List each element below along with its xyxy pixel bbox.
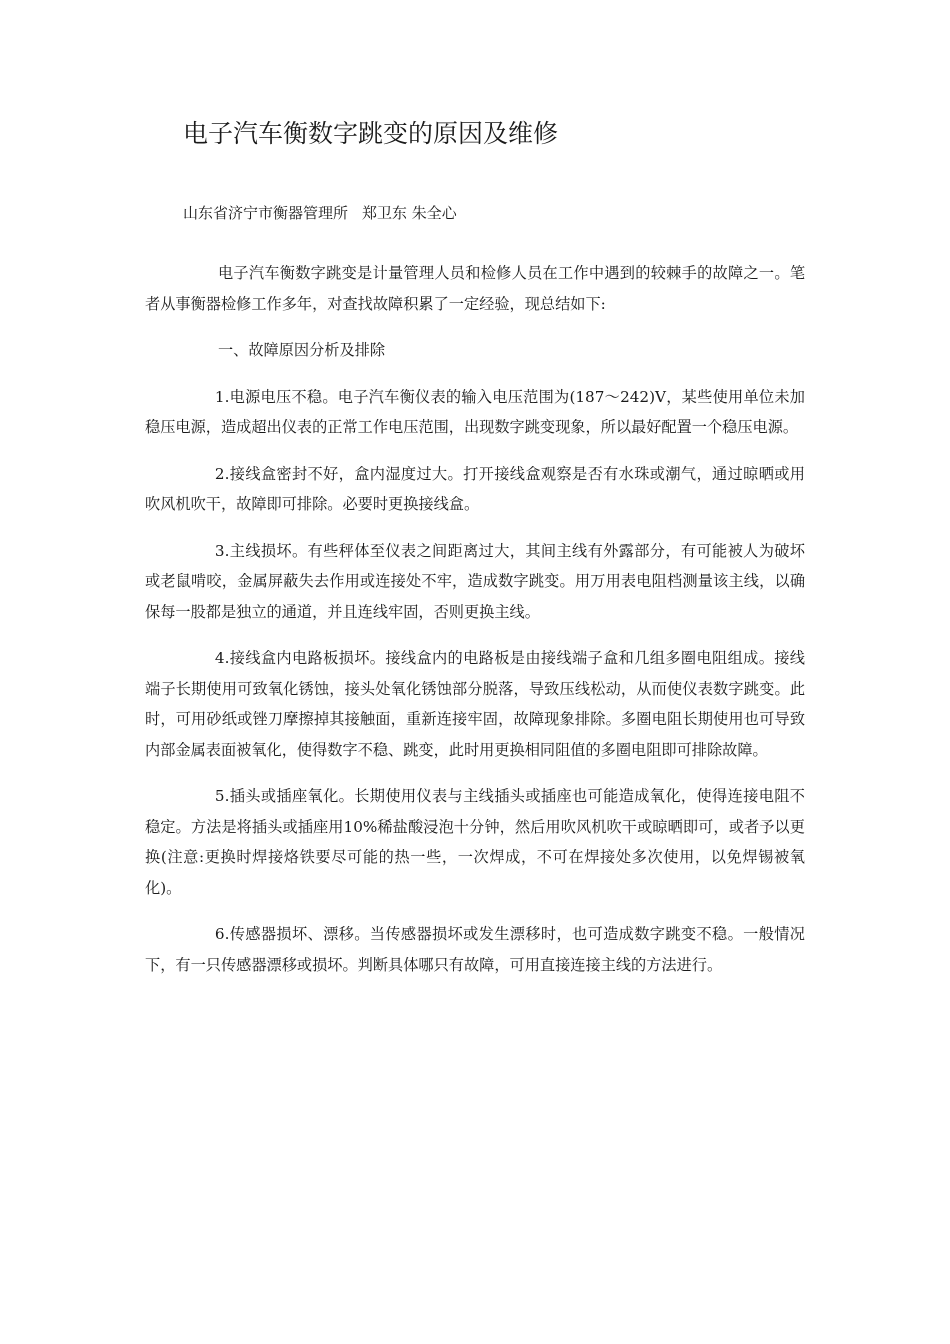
list-item: 3.主线损坏。有些秤体至仪表之间距离过大，其间主线有外露部分，有可能被人为破坏或老鼠啃咬，金属屏蔽失去作用或连接处不牢，造成数字跳变。用万用表电阻档测量该主线，以确保每一股都是独立的通道，并且连线牢固，否则更换主线。 [145,541,805,621]
list-item: 1.电源电压不稳。电子汽车衡仪表的输入电压范围为(187～242)V，某些使用单位未加稳压电源，造成超出仪表的正常工作电压范围，出现数字跳变现象，所以最好配置一个稳压电源。 [145,387,805,436]
article-body [145,258,805,996]
byline-authors: 郑卫东 朱全心 [362,204,457,222]
byline-organization: 山东省济宁市衡器管理所 [183,204,349,222]
list-item: 2.接线盒密封不好，盒内湿度过大。打开接线盒观察是否有水珠或潮气，通过晾晒或用吹风机吹干，故障即可排除。必要时更换接线盒。 [145,464,805,513]
byline [183,199,457,227]
list-item: 5.插头或插座氧化。长期使用仪表与主线插头或插座也可能造成氧化，使得连接电阻不稳定。方法是将插头或插座用10%稀盐酸浸泡十分钟，然后用吹风机吹干或晾晒即可，或者予以更换(注意:更换时焊接烙铁要尽可能的热一些，一次焊成，不可在焊接处多次使用，以免焊锡被氧化)。 [145,787,805,897]
document-title: 电子汽车衡数字跳变的原因及维修 [183,119,559,148]
list-item: 4.接线盒内电路板损坏。接线盒内的电路板是由接线端子盒和几组多圈电阻组成。接线端子长期使用可致氧化锈蚀，接头处氧化锈蚀部分脱落，导致压线松动，从而使仪表数字跳变。此时，可用砂纸或锉刀摩擦掉其接触面，重新连接牢固，故障现象排除。多圈电阻长期使用也可导致内部金属表面被氧化，使得数字不稳、跳变，此时用更换相同阻值的多圈电阻即可排除故障。 [145,649,805,759]
section-heading: 一、故障原因分析及排除 [217,341,386,359]
intro-paragraph: 电子汽车衡数字跳变是计量管理人员和检修人员在工作中遇到的较棘手的故障之一。笔者从事衡器检修工作多年，对查找故障积累了一定经验，现总结如下: [145,264,805,313]
list-item: 6.传感器损坏、漂移。当传感器损坏或发生漂移时，也可造成数字跳变不稳。一般情况下，有一只传感器漂移或损坏。判断具体哪只有故障，可用直接连接主线的方法进行。 [145,925,805,974]
